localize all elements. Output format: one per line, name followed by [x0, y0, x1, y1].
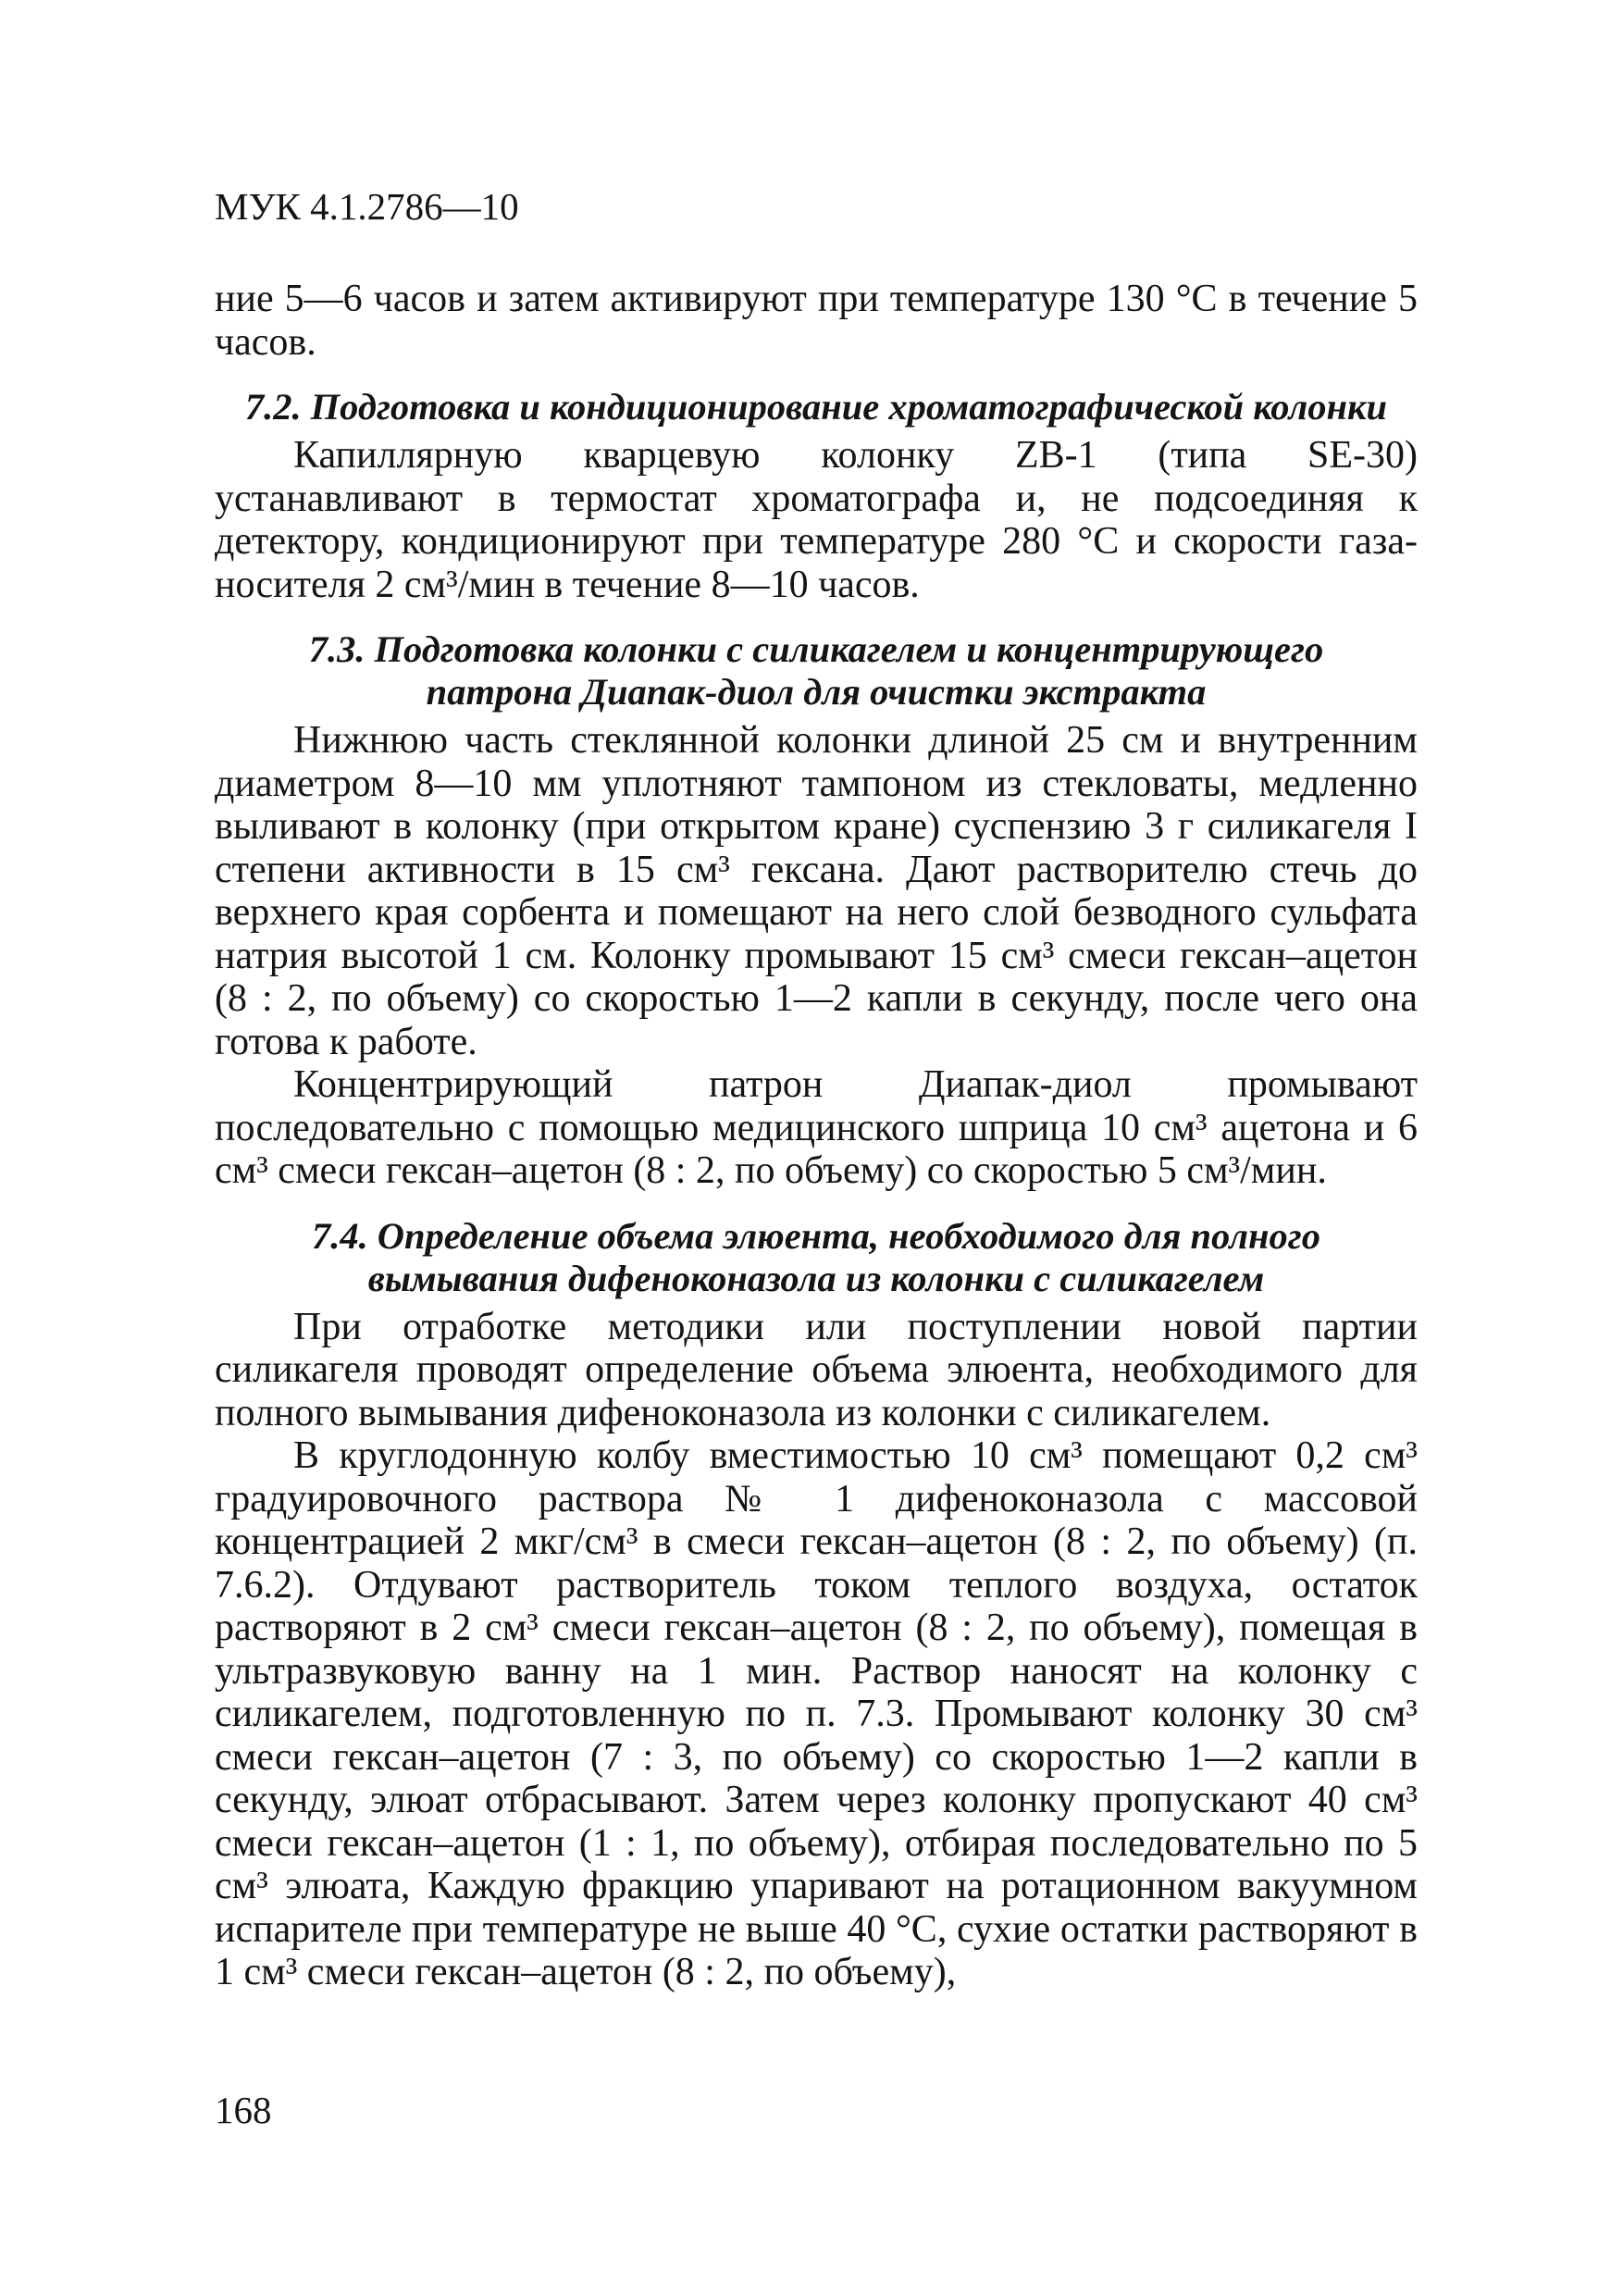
- section-title-line: вымывания дифеноконазола из колонки с силикагелем: [367, 1257, 1265, 1299]
- paragraph: Концентрирующий патрон Диапак-диол промывают последовательно с помощью медицинского шприца 10 см³ ацетона и 6 см³ смеси гексан–ацетон (8 : 2, по объему) со скоростью 5 см³/мин.: [215, 1063, 1418, 1192]
- document-page: [215, 0, 1418, 2296]
- paragraph: Капиллярную кварцевую колонку ZB-1 (типа SE-30) устанавливают в термостат хроматографа и, не подсоединяя к детектору, кондиционируют при температуре 280 °С и скорости газа-носителя 2 см³/мин в течение 8—10 часов.: [215, 434, 1418, 606]
- section-title: Подготовка и кондиционирование хроматографической колонки: [310, 386, 1388, 428]
- paragraph: При отработке методики или поступлении новой партии силикагеля проводят определение объема элюента, необходимого для полного вымывания дифеноконазола из колонки с силикагелем.: [215, 1305, 1418, 1434]
- section-heading-7-3: [215, 628, 1418, 714]
- section-title-line: [215, 628, 1418, 671]
- section-title-line: патрона Диапак-диол для очистки экстракта: [426, 671, 1207, 713]
- section-number: 7.2.: [244, 386, 302, 428]
- running-title: МУК 4.1.2786—10: [215, 185, 519, 228]
- section-heading-7-4: [215, 1215, 1418, 1300]
- page-number: 168: [215, 2089, 272, 2131]
- paragraph: В круглодонную колбу вместимостью 10 см³ помещают 0,2 см³ градуировочного раствора № 1 дифеноконазола с массовой концентрацией 2 мкг/см³ в смеси гексан–ацетон (8 : 2, по объему) (п. 7.6.2). Отдувают растворитель током теплого воздуха, остаток растворяют в 2 см³ смеси гексан–ацетон (8 : 2, по объему), помещая в ультразвуковую ванну на 1 мин. Раствор наносят на колонку с силикагелем, подготовленную по п. 7.3. Промывают колонку 30 см³ смеси гексан–ацетон (7 : 3, по объему) со скоростью 1—2 капли в секунду, элюат отбрасывают. Затем через колонку пропускают 40 см³ смеси гексан–ацетон (1 : 1, по объему), отбирая последовательно по 5 см³ элюата, Каждую фракцию упаривают на ротационном вакуумном испарителе при температуре не выше 40 °С, сухие остатки растворяют в 1 см³ смеси гексан–ацетон (8 : 2, по объему),: [215, 1434, 1418, 1993]
- section-title-part: Подготовка колонки с силикагелем и концентрирующего: [374, 628, 1324, 670]
- paragraph: Нижнюю часть стеклянной колонки длиной 25 см и внутренним диаметром 8—10 мм уплотняют тампоном из стекловаты, медленно выливают в колонку (при открытом кране) суспензию 3 г силикагеля I степени активности в 15 см³ гексана. Дают растворителю стечь до верхнего края сорбента и помещают на него слой безводного сульфата натрия высотой 1 см. Колонку промывают 15 см³ смеси гексан–ацетон (8 : 2, по объему) со скоростью 1—2 капли в секунду, после чего она готова к работе.: [215, 719, 1418, 1063]
- section-number: 7.3.: [308, 628, 365, 670]
- section-title-line: [215, 1215, 1418, 1258]
- section-title-part: Определение объема элюента, необходимого для полного: [377, 1214, 1320, 1257]
- main-text: [215, 278, 1418, 1994]
- section-heading-7-2: [215, 386, 1418, 428]
- paragraph-continuation: ние 5—6 часов и затем активируют при температуре 130 °С в течение 5 часов.: [215, 278, 1418, 364]
- section-number: 7.4.: [312, 1214, 368, 1257]
